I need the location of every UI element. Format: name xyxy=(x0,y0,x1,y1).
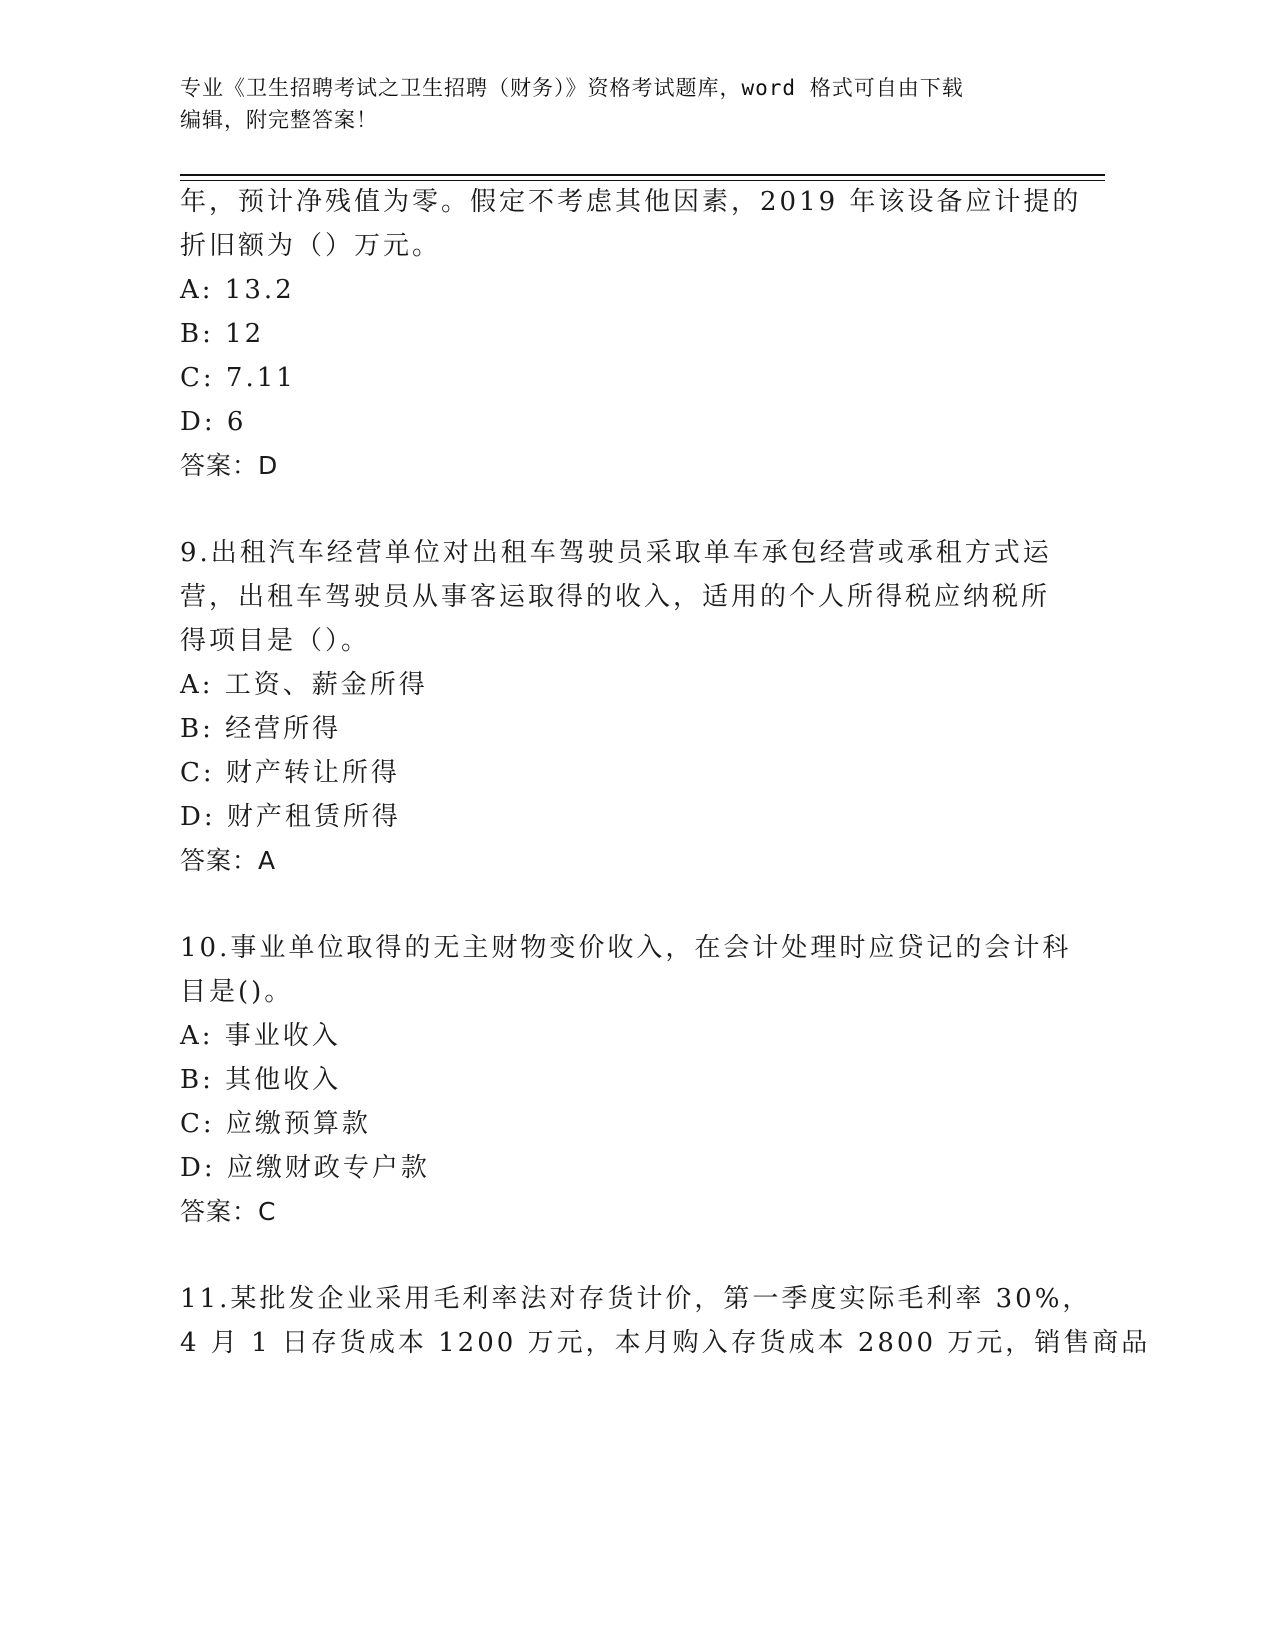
question-8 xyxy=(180,180,1080,488)
document-header xyxy=(180,72,1060,136)
question-text: 4 月 1 日存货成本 1200 万元，本月购入存货成本 2800 万元，销售商品 xyxy=(180,1328,1151,1358)
option-a: A: 事业收入 xyxy=(180,1021,341,1051)
option-d: D: 6 xyxy=(180,407,247,437)
question-text: 10.事业单位取得的无主财物变价收入，在会计处理时应贷记的会计科 xyxy=(180,933,1072,963)
spacer xyxy=(180,1234,1080,1277)
document-body xyxy=(180,180,1151,1365)
question-text: 9.出租汽车经营单位对出租车驾驶员采取单车承包经营或承租方式运 xyxy=(180,538,1052,568)
question-text: 得项目是（）。 xyxy=(180,626,371,656)
question-11 xyxy=(180,1277,1151,1365)
option-b: B: 经营所得 xyxy=(180,714,342,744)
header-line-1: 专业《卫生招聘考试之卫生招聘（财务）》资格考试题库，word 格式可自由下载 xyxy=(180,76,964,100)
header-line-2: 编辑，附完整答案！ xyxy=(180,108,378,132)
option-d: D: 财产租赁所得 xyxy=(180,802,401,832)
option-b: B: 其他收入 xyxy=(180,1065,342,1095)
question-text: 11.某批发企业采用毛利率法对存货计价，第一季度实际毛利率 30%， xyxy=(180,1284,1092,1314)
option-c: C: 应缴预算款 xyxy=(180,1109,371,1139)
spacer xyxy=(180,488,1080,531)
question-10 xyxy=(180,926,1080,1234)
spacer xyxy=(180,883,1080,926)
option-a: A: 工资、薪金所得 xyxy=(180,670,428,700)
option-d: D: 应缴财政专户款 xyxy=(180,1153,430,1183)
question-text: 目是()。 xyxy=(180,977,294,1007)
option-b: B: 12 xyxy=(180,319,265,349)
option-a: A: 13.2 xyxy=(180,275,295,305)
option-c: C: 7.11 xyxy=(180,363,296,393)
question-text: 折旧额为（）万元。 xyxy=(180,231,442,261)
header-divider-thick xyxy=(180,174,1105,176)
question-text: 营，出租车驾驶员从事客运取得的收入，适用的个人所得税应纳税所 xyxy=(180,582,1051,612)
option-c: C: 财产转让所得 xyxy=(180,758,400,788)
answer-line: 答案：C xyxy=(180,1197,277,1226)
answer-line: 答案：D xyxy=(180,451,279,480)
question-text: 年，预计净残值为零。假定不考虑其他因素，2019 年该设备应计提的 xyxy=(180,187,1082,217)
answer-line: 答案：A xyxy=(180,846,277,875)
question-9 xyxy=(180,531,1080,883)
